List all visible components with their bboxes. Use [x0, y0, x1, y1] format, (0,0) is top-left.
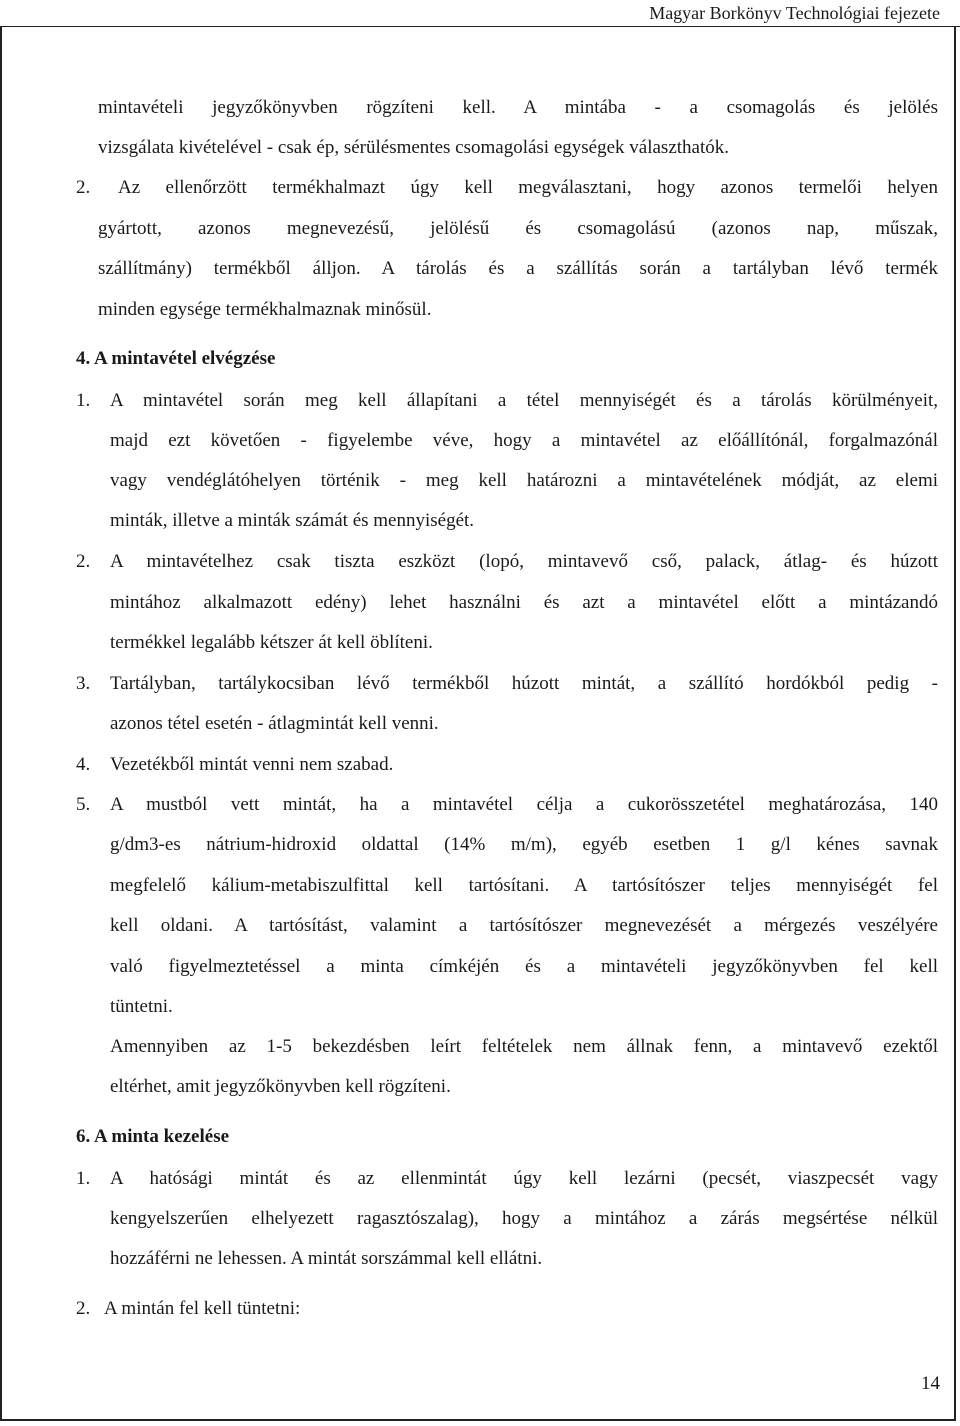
section4-heading: 4. A mintavétel elvégzése [76, 348, 276, 369]
item2-line-4: minden egysége termékhalmaznak minősül. [98, 299, 432, 320]
s6-item1-line-1: A hatósági mintát és az ellenmintát úgy kell lezárni (pecsét, viaszpecsét vagy [110, 1168, 938, 1189]
running-header [0, 0, 960, 27]
s4-item5-line-2: g/dm3-es nátrium-hidroxid oldattal (14% m/m), egyéb esetben 1 g/l kénes savnak [110, 834, 938, 855]
item2-line-1: Az ellenőrzött termékhalmazt úgy kell megválasztani, hogy azonos termelői helyen [118, 177, 938, 198]
intro-line-1: mintavételi jegyzőkönyvben rögzíteni kell. A mintába - a csomagolás és jelölés [98, 97, 938, 118]
s4-item5-line-3: megfelelő kálium-metabiszulfittal kell tartósítani. A tartósítószer teljes mennyiségét fel [110, 875, 938, 896]
page-number: 14 [921, 1373, 940, 1394]
s4-item3-line-1: Tartályban, tartálykocsiban lévő termékből húzott mintát, a szállító hordókból pedig - [110, 673, 938, 694]
s4-item1-number: 1. [76, 390, 91, 411]
s6-item1-line-3: hozzáférni ne lehessen. A mintát sorszámmal kell ellátni. [110, 1248, 543, 1269]
s4-item2-line-1: A mintavételhez csak tiszta eszközt (lopó, mintavevő cső, palack, átlag- és húzott [110, 551, 938, 572]
header-title: Magyar Borkönyv Technológiai fejezete [649, 3, 940, 23]
section6-heading: 6. A minta kezelése [76, 1126, 230, 1147]
item2-line-3: szállítmány) termékből álljon. A tárolás és a szállítás során a tartályban lévő termék [98, 258, 938, 279]
s4-item2-line-3: termékkel legalább kétszer át kell öblíteni. [110, 632, 433, 653]
s4-item5-number: 5. [76, 794, 91, 815]
s6-item2-line-1: A mintán fel kell tüntetni: [104, 1298, 301, 1319]
s4-item5-line-5: való figyelmeztetéssel a minta címkéjén és a mintavételi jegyzőkönyvben fel kell [110, 956, 938, 977]
s4-item5-line-4: kell oldani. A tartósítást, valamint a tartósítószer megnevezését a mérgezés veszélyére [110, 915, 938, 936]
s4-item5-line-1: A mustból vett mintát, ha a mintavétel célja a cukorösszetétel meghatározása, 140 [110, 794, 938, 815]
s4-item1-line-3: vagy vendéglátóhelyen történik - meg kell határozni a mintavételének módját, az elemi [110, 470, 938, 491]
s4-item1-line-4: minták, illetve a minták számát és mennyiségét. [110, 510, 475, 531]
s4-item5-line-6: tüntetni. [110, 996, 173, 1017]
s4-item3-number: 3. [76, 673, 91, 694]
s4-note-line-2: eltérhet, amit jegyzőkönyvben kell rögzíteni. [110, 1076, 451, 1097]
s4-item3-line-2: azonos tétel esetén - átlagmintát kell venni. [110, 713, 439, 734]
s4-item4-line-1: Vezetékből mintát venni nem szabad. [110, 754, 394, 775]
s4-item1-line-2: majd ezt követően - figyelembe véve, hogy a mintavétel az előállítónál, forgalmazónál [110, 430, 938, 451]
s6-item1-number: 1. [76, 1168, 91, 1189]
s4-note-line-1: Amennyiben az 1-5 bekezdésben leírt feltételek nem állnak fenn, a mintavevő ezektől [110, 1036, 938, 1057]
s6-item2-number: 2. [76, 1298, 91, 1319]
s4-item4-number: 4. [76, 754, 91, 775]
s4-item2-number: 2. [76, 551, 91, 572]
intro-line-2: vizsgálata kivételével - csak ép, sérülésmentes csomagolási egységek választhatók. [98, 137, 729, 158]
s6-item1-line-2: kengyelszerűen elhelyezett ragasztószalag), hogy a mintához a zárás megsértése nélkül [110, 1208, 938, 1229]
s4-item1-line-1: A mintavétel során meg kell állapítani a tétel mennyiségét és a tárolás körülményeit, [110, 390, 938, 411]
item2-number: 2. [76, 177, 91, 198]
s4-item2-line-2: mintához alkalmazott edény) lehet használni és azt a mintavétel előtt a mintázandó [110, 592, 938, 613]
item2-line-2: gyártott, azonos megnevezésű, jelölésű és csomagolású (azonos nap, műszak, [98, 218, 938, 239]
